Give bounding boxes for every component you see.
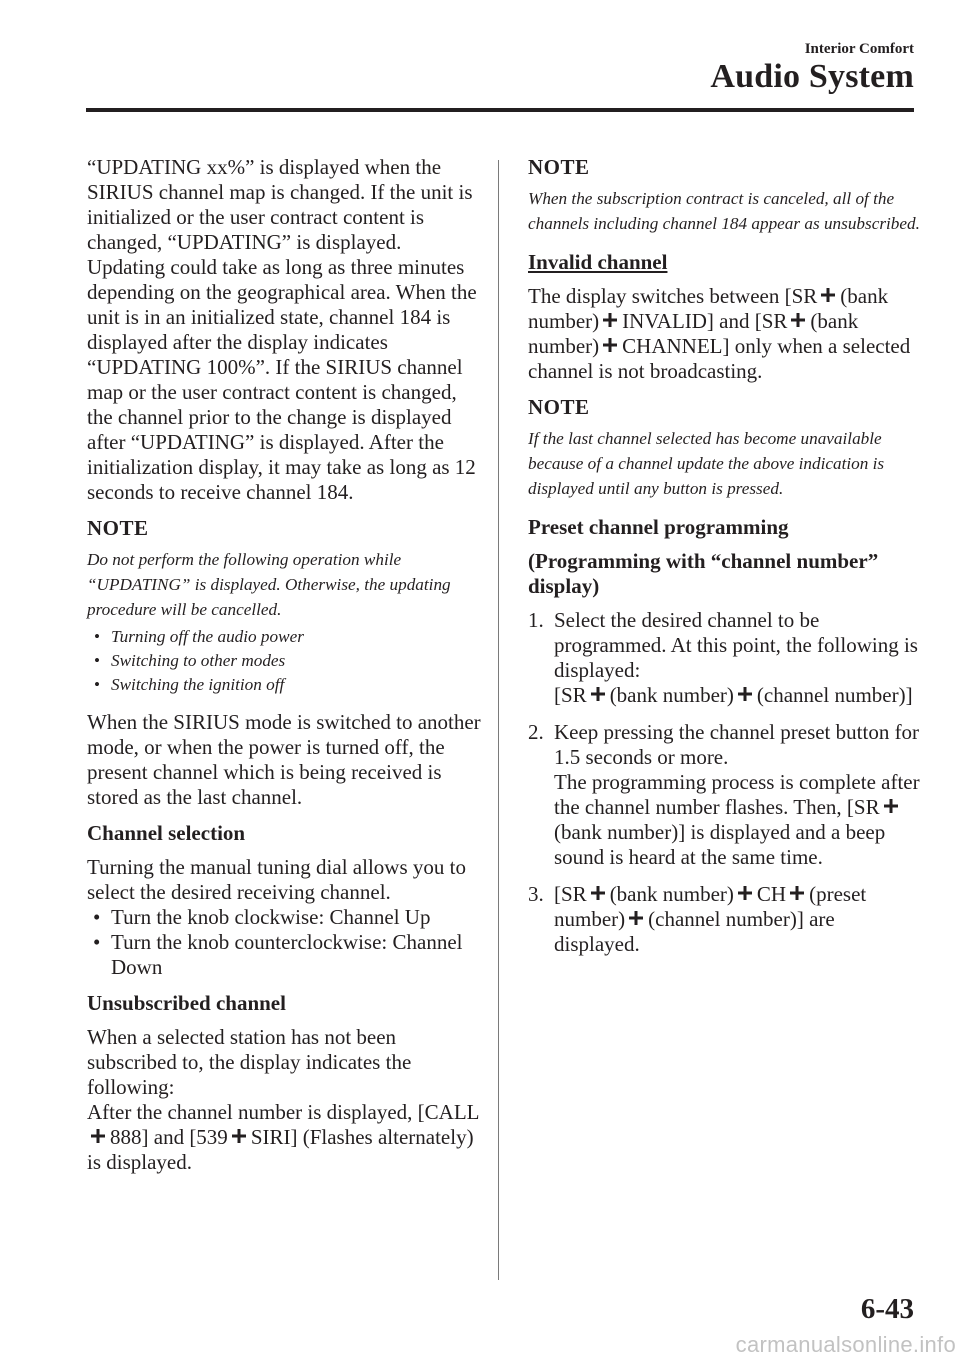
header-rule: [86, 108, 914, 112]
invalid-channel-text: The display switches between [SR (bank number) INVALID] and [SR (bank number) CHANNEL] only when a selected channel is not broadcasting.: [528, 284, 911, 383]
step-number: 3.: [528, 882, 544, 906]
note-text: When the subscription contract is canceled, all of the channels including channel 184 appear as unsubscribed.: [528, 189, 920, 233]
step-number: 2.: [528, 720, 544, 744]
channel-bullet-item: • Turn the knob clockwise: Channel Up: [93, 905, 431, 929]
plus-icon: [821, 288, 835, 302]
step-number: 1.: [528, 608, 544, 632]
step-item: 2. Keep pressing the channel preset button for 1.5 seconds or more. The programming process is complete after the channel number flashes. Then, [SR(bank number)] is displayed and a beep sound is heard at the same time.: [528, 720, 920, 869]
section-label: Interior Comfort: [804, 41, 914, 57]
plus-icon: [738, 687, 752, 701]
bullet-icon: •: [93, 930, 101, 954]
note-heading: NOTE: [528, 395, 590, 419]
plus-icon: [603, 313, 617, 327]
plus-icon: [738, 886, 752, 900]
page-title: Audio System: [710, 58, 914, 95]
bullet-icon: •: [94, 627, 101, 646]
unsubscribed-display-text: After the channel number is displayed, [CALL888] and [539 SIRI] (Flashes alternately) is displayed.: [87, 1100, 480, 1174]
left-column: [87, 155, 483, 1175]
channel-selection-text: Turning the manual tuning dial allows you to select the desired receiving channel.: [87, 855, 466, 904]
note-heading: NOTE: [528, 155, 590, 179]
plus-icon: [629, 911, 643, 925]
preset-heading: Preset channel programming: [528, 515, 789, 539]
note-bullet-item: • Switching to other modes: [87, 649, 483, 673]
right-column: [528, 155, 920, 969]
bullet-icon: •: [93, 905, 101, 929]
plus-icon: [91, 1129, 105, 1143]
plus-icon: [591, 886, 605, 900]
plus-icon: [884, 799, 898, 813]
note-heading: NOTE: [87, 516, 149, 540]
plus-icon: [232, 1129, 246, 1143]
updating-paragraph: “UPDATING xx%” is displayed when the SIRIUS channel map is changed. If the unit is initialized or the user contract content is changed, “UPDATING” is displayed. Updating could take as long as three minutes depending on the geographical area. When the unit is in an initialized state, channel 184 is displayed after the display indicates “UPDATING 100%”. If the SIRIUS channel map or the user contract content is changed, the channel prior to the change is displayed after “UPDATING” is displayed. After the initialization display, it may take as long as 12 seconds to receive channel 184.: [87, 155, 477, 504]
note-bullet-item: • Turning off the audio power: [87, 625, 483, 649]
invalid-channel-heading: Invalid channel: [528, 250, 668, 274]
step-item: 1. Select the desired channel to be programmed. At this point, the following is displayed: [SR (bank number) (channel number)]: [528, 608, 918, 707]
last-channel-paragraph: When the SIRIUS mode is switched to another mode, or when the power is turned off, the present channel which is being received is stored as the last channel.: [87, 710, 481, 809]
column-divider: [498, 160, 499, 1280]
channel-selection-heading: Channel selection: [87, 821, 246, 845]
bullet-icon: •: [94, 651, 101, 670]
preset-subheading: (Programming with “channel number” display): [528, 549, 879, 598]
note-text: If the last channel selected has become unavailable because of a channel update the above indication is displayed until any button is pressed.: [528, 429, 885, 498]
plus-icon: [791, 313, 805, 327]
bullet-icon: •: [94, 675, 101, 694]
note-bullet-list: [87, 625, 483, 697]
unsubscribed-text: When a selected station has not been subscribed to, the display indicates the following:: [87, 1025, 412, 1099]
note-text: Do not perform the following operation while “UPDATING” is displayed. Otherwise, the updating procedure will be cancelled.: [87, 550, 451, 619]
page-number: 6-43: [860, 1293, 914, 1325]
note-bullet-item: • Switching the ignition off: [87, 673, 483, 697]
plus-icon: [790, 886, 804, 900]
channel-bullet-item: • Turn the knob counterclockwise: Channel Down: [93, 930, 463, 979]
unsubscribed-heading: Unsubscribed channel: [87, 991, 286, 1015]
plus-icon: [591, 687, 605, 701]
preset-steps: [528, 608, 920, 957]
step-item: 3. [SR (bank number) CH (preset number) (channel number)] are displayed.: [528, 882, 867, 956]
watermark: carmanualsonline.info: [735, 1332, 956, 1357]
plus-icon: [603, 338, 617, 352]
channel-bullet-list: [87, 905, 483, 980]
